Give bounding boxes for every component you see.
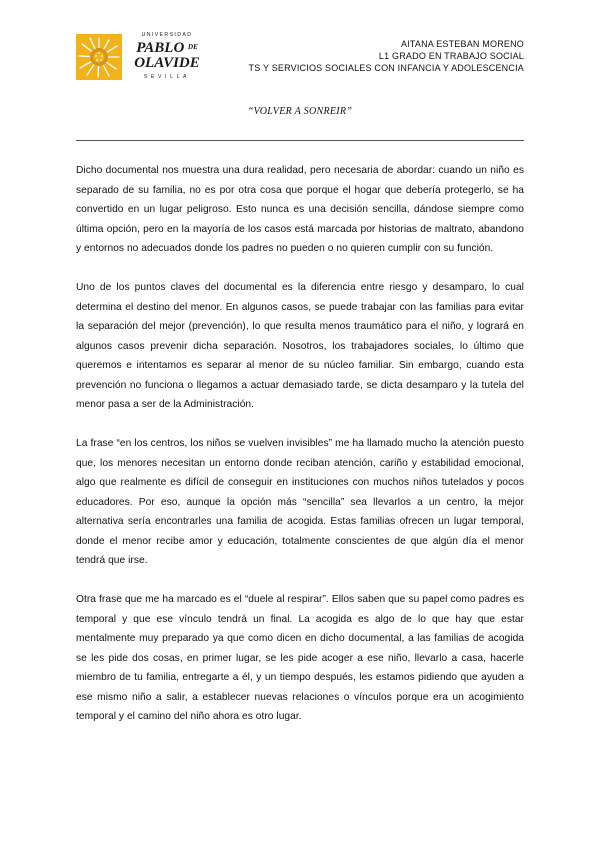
logo-wordmark bbox=[126, 30, 208, 82]
course-name: L1 GRADO EN TRABAJO SOCIAL bbox=[378, 51, 524, 61]
document-body bbox=[76, 161, 524, 746]
paragraph-1: Dicho documental nos muestra una dura realidad, pero necesaria de abordar: cuando un niño es separado de su familia, no es por otra cosa que porque el hogar que debería protegerlo, se ha convertido en un lugar peligroso. Esto nunca es una decisión sencilla, dándose siempre como última opción, pero en la mayoría de los casos está marcada por historias de maltrato, abandono y entornos no adecuados donde los padres no pueden o no quieren cumplir con su función. bbox=[76, 165, 524, 254]
document-title: “VOLVER A SONREIR” bbox=[247, 106, 353, 117]
paragraph-2: Uno de los puntos claves del documental es la diferencia entre riesgo y desamparo, lo cual determina el destino del menor. En algunos casos, se puede trabajar con las familias para evitar la separación del mejor (prevención), lo que resulta menos traumático para el niño, y logrará en algunos casos prevenir dicha separación. Nosotros, los trabajadores sociales, lo último que queremos e intentamos es separar al menor de su núcleo familiar. Sin embargo, cuando esta prevención no funciona o llegamos a actuar demasiado tarde, se dicta desamparo y la tutela del menor pasa a ser de la Administración. bbox=[76, 282, 524, 410]
header-info bbox=[249, 38, 524, 74]
logo-name-line1: PABLO $^{DE}$ bbox=[136, 40, 198, 56]
logo-top-text: UNIVERSIDAD bbox=[141, 32, 193, 38]
logo-bottom-text: SEVILLA bbox=[143, 74, 191, 80]
author-name: AITANA ESTEBAN MORENO bbox=[400, 39, 524, 49]
paragraph-4: Otra frase que me ha marcado es el “duele al respirar”. Ellos saben que su papel como padres es temporal y que ese vínculo tendrá un final. La acogida es algo de lo que hay que estar mentalmente muy preparado ya que como dicen en dicho documental, a las familias de acogida se les pide dos cosas, en primer lugar, se les pide acoger a ese niño, llevarlo a casa, hacerle miembro de tu familia, entregarte a él, y un tiempo después, les estamos pidiendo que ayuden a ese mismo niño a salir, a establecer nuevas relaciones o vínculos porque era un acogimiento temporal y el camino del niño ahora es otro lugar. bbox=[76, 594, 524, 722]
university-logo bbox=[76, 30, 206, 82]
paragraph-3: La frase “en los centros, los niños se vuelven invisibles” me ha llamado mucho la atención puesto que, los menores necesitan un entorno donde reciban atención, cariño y estabilidad emocional, algo que realmente es difícil de conseguir en instituciones con muchos niños tutelados y pocos educadores. Por eso, aunque la opción más “sencilla” sea llevarlos a un centro, la mejor alternativa sería encontrarles una familia de acogida. Estas familias ofrecen un lugar temporal, donde el menor recibe amor y educación, totalmente conscientes de que algún día el menor tendrá que irse. bbox=[76, 438, 524, 566]
logo-name-line2: OLAVIDE bbox=[134, 55, 200, 71]
sunflower-emblem-icon bbox=[76, 34, 122, 80]
subject-name: TS Y SERVICIOS SOCIALES CON INFANCIA Y ADOLESCENCIA bbox=[248, 63, 524, 73]
logo-name-de: DE bbox=[188, 43, 198, 51]
title-divider bbox=[76, 140, 524, 141]
